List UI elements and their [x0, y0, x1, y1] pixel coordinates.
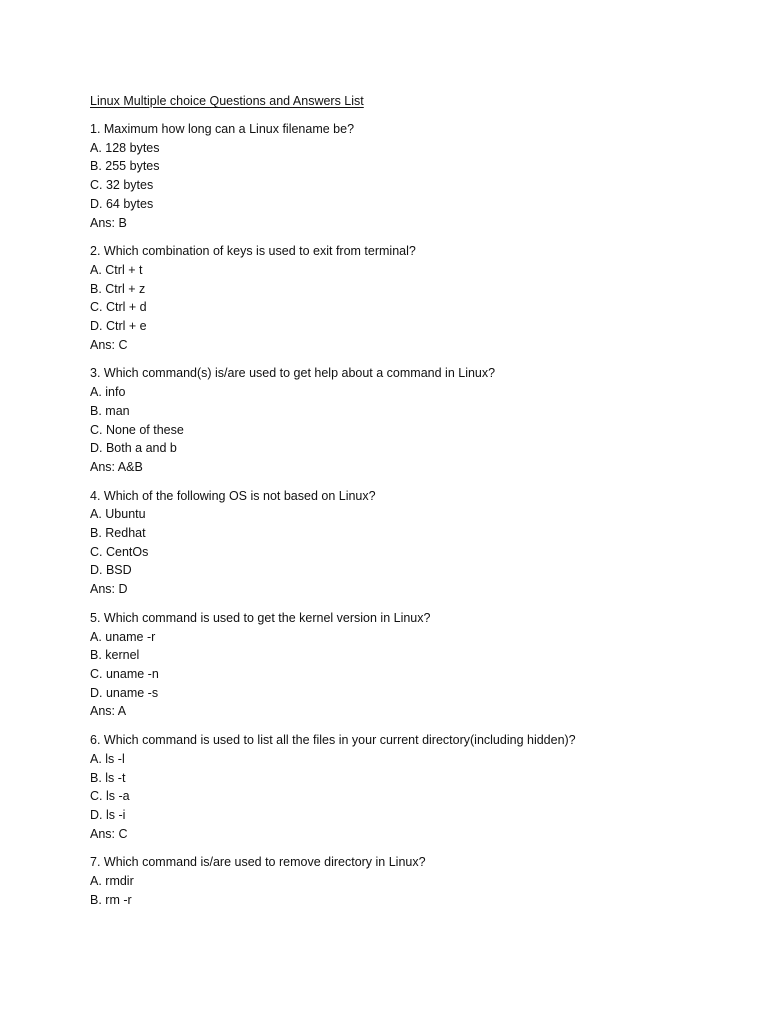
document-page	[90, 92, 730, 919]
option-a: A. info	[90, 385, 126, 400]
option-c: C. ls -a	[90, 789, 130, 804]
answer: Ans: A&B	[90, 459, 143, 474]
option-c: C. None of these	[90, 422, 184, 437]
option-d: D. Ctrl + e	[90, 319, 147, 334]
option-d: D. ls -i	[90, 807, 126, 822]
option-b: B. rm -r	[90, 892, 132, 907]
question-text: 4. Which of the following OS is not based on Linux?	[90, 488, 376, 503]
question-5	[90, 609, 730, 721]
question-text: 5. Which command is used to get the kernel version in Linux?	[90, 610, 431, 625]
answer: Ans: B	[90, 215, 127, 230]
option-c: C. Ctrl + d	[90, 300, 147, 315]
question-2	[90, 242, 730, 354]
option-a: A. 128 bytes	[90, 140, 160, 155]
question-text: 3. Which command(s) is/are used to get help about a command in Linux?	[90, 366, 496, 381]
option-a: A. Ctrl + t	[90, 262, 143, 277]
option-b: B. Ctrl + z	[90, 281, 146, 296]
question-text: 1. Maximum how long can a Linux filename be?	[90, 122, 355, 136]
option-d: D. uname -s	[90, 685, 159, 700]
question-1	[90, 120, 730, 232]
question-6	[90, 731, 730, 843]
option-b: B. 255 bytes	[90, 159, 160, 174]
option-a: A. Ubuntu	[90, 507, 146, 522]
option-c: C. 32 bytes	[90, 178, 154, 193]
option-a: A. ls -l	[90, 751, 125, 766]
option-b: B. Redhat	[90, 526, 146, 541]
question-3	[90, 364, 730, 476]
question-text: 2. Which combination of keys is used to exit from terminal?	[90, 244, 416, 259]
answer: Ans: A	[90, 704, 127, 719]
option-b: B. ls -t	[90, 770, 126, 785]
option-d: D. Both a and b	[90, 441, 177, 456]
option-b: B. kernel	[90, 648, 140, 663]
answer: Ans: C	[90, 826, 128, 841]
option-a: A. rmdir	[90, 874, 134, 889]
option-d: D. 64 bytes	[90, 196, 154, 211]
option-c: C. uname -n	[90, 666, 159, 681]
question-7	[90, 853, 730, 909]
answer: Ans: D	[90, 582, 128, 597]
question-4	[90, 487, 730, 599]
option-c: C. CentOs	[90, 544, 149, 559]
question-text: 7. Which command is/are used to remove directory in Linux?	[90, 855, 426, 870]
option-b: B. man	[90, 403, 130, 418]
document-title: Linux Multiple choice Questions and Answers List	[90, 94, 364, 108]
question-text: 6. Which command is used to list all the files in your current directory(including hidden)?	[90, 733, 576, 748]
option-d: D. BSD	[90, 563, 132, 578]
option-a: A. uname -r	[90, 629, 156, 644]
answer: Ans: C	[90, 337, 128, 352]
